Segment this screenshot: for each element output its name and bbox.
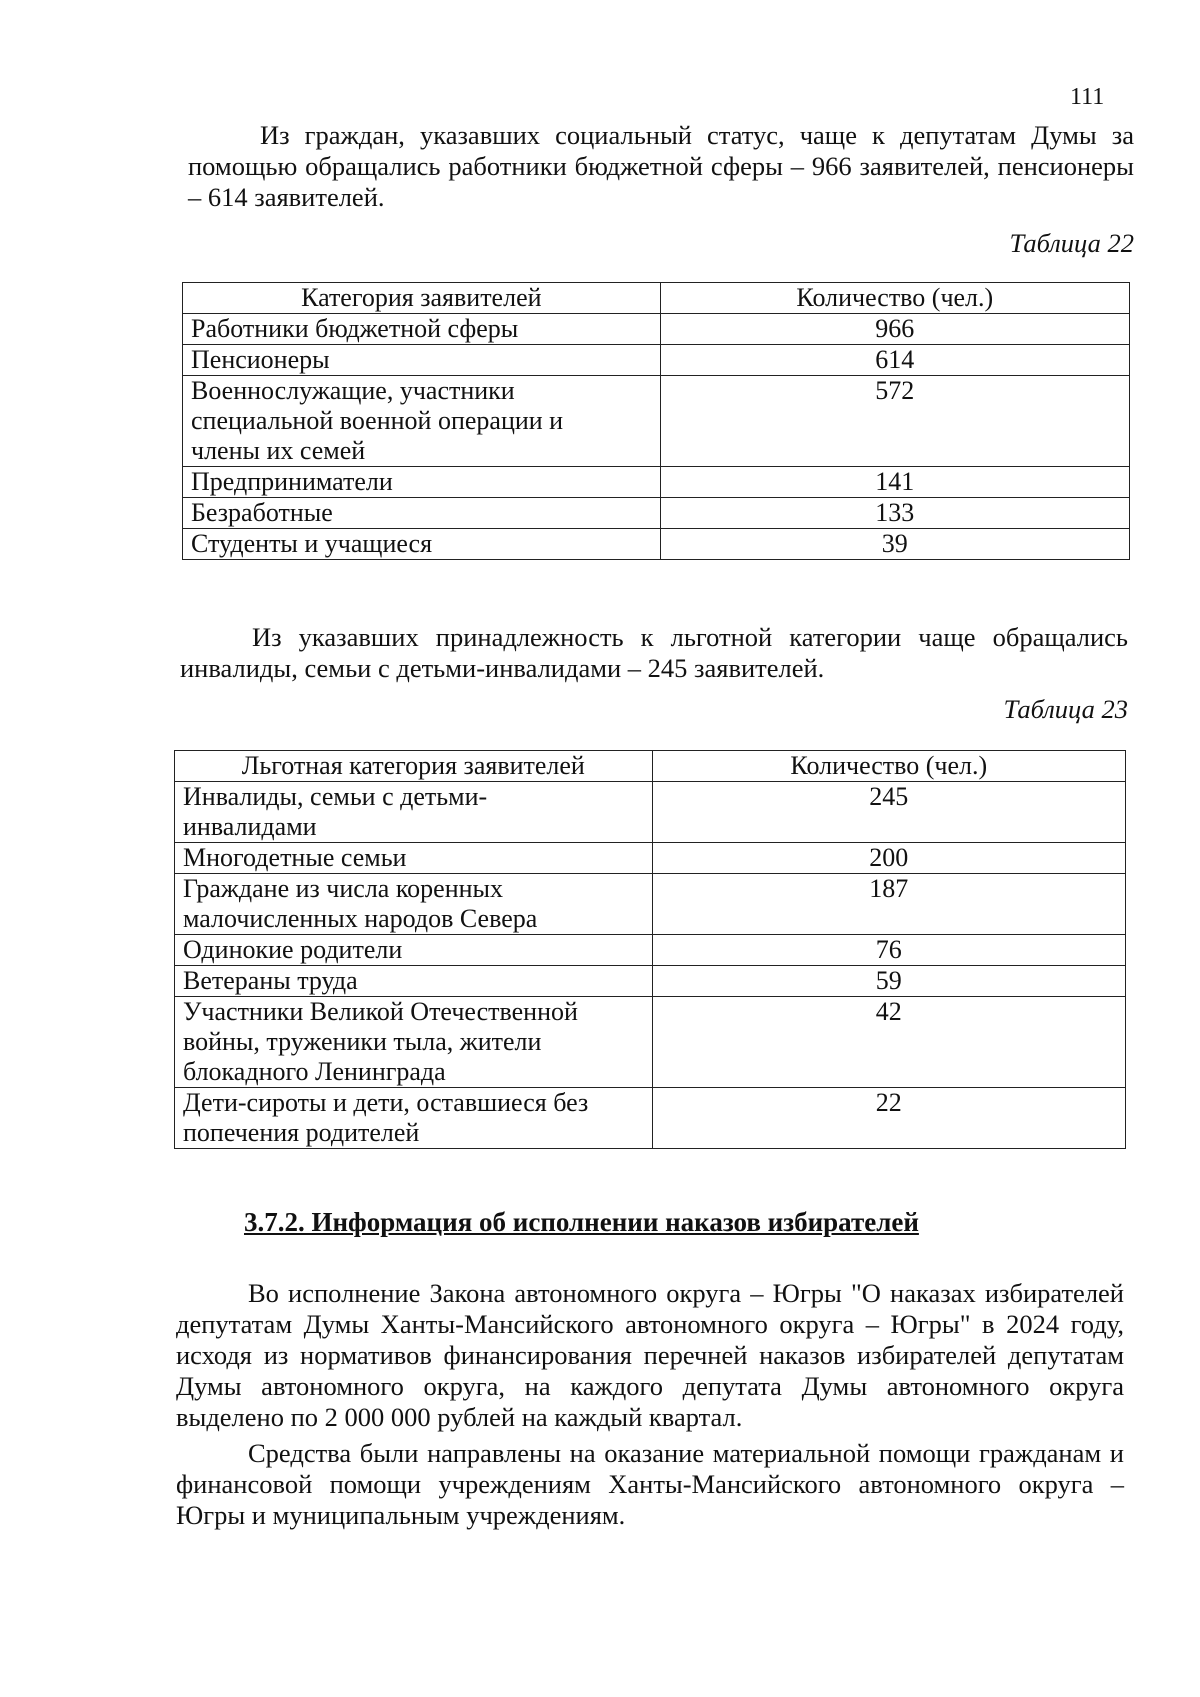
table22-caption: Таблица 22 bbox=[1009, 228, 1134, 258]
table22 bbox=[182, 282, 1130, 560]
table22-header-row bbox=[183, 283, 1130, 314]
table-row bbox=[183, 376, 1130, 467]
table22-category-cell: Работники бюджетной сферы bbox=[183, 314, 661, 345]
table-row bbox=[183, 529, 1130, 560]
table22-count-cell: 966 bbox=[660, 314, 1129, 345]
table-row bbox=[175, 874, 1126, 935]
table23-category-cell: Многодетные семьи bbox=[175, 843, 653, 874]
table23-category-cell: Ветераны труда bbox=[175, 966, 653, 997]
table23-caption: Таблица 23 bbox=[1003, 694, 1128, 724]
middle-paragraph: Из указавших принадлежность к льготной категории чаще обращались инвалиды, семьи с детьми-инвалидами – 245 заявителей. bbox=[180, 622, 1128, 683]
table23 bbox=[174, 750, 1126, 1149]
intro-paragraph: Из граждан, указавших социальный статус, чаще к депутатам Думы за помощью обращались работники бюджетной сферы – 966 заявителей, пенсионеры – 614 заявителей. bbox=[188, 120, 1134, 212]
section-paragraph-1: Во исполнение Закона автономного округа – Югры "О наказах избирателей депутатам Думы Ханты-Мансийского автономного округа – Югры" в 2024 году, исходя из нормативов финансирования перечней наказов избирателей депутатам Думы автономного округа, на каждого депутата Думы автономного округа выделено по 2 000 000 рублей на каждый квартал. bbox=[176, 1278, 1124, 1432]
table22-category-cell: Безработные bbox=[183, 498, 661, 529]
section-heading: 3.7.2. Информация об исполнении наказов избирателей bbox=[244, 1207, 919, 1237]
table23-category-cell: Одинокие родители bbox=[175, 935, 653, 966]
table-row bbox=[175, 997, 1126, 1088]
table23-count-cell: 187 bbox=[652, 874, 1125, 935]
table-row bbox=[183, 498, 1130, 529]
table23-header-count: Количество (чел.) bbox=[652, 751, 1125, 782]
table23-count-cell: 59 bbox=[652, 966, 1125, 997]
table22-count-cell: 39 bbox=[660, 529, 1129, 560]
table-row bbox=[175, 966, 1126, 997]
table22-count-cell: 133 bbox=[660, 498, 1129, 529]
page-number: 111 bbox=[1070, 84, 1105, 110]
table-row bbox=[175, 843, 1126, 874]
table22-header-count: Количество (чел.) bbox=[660, 283, 1129, 314]
table-row bbox=[183, 314, 1130, 345]
table-row bbox=[175, 782, 1126, 843]
table22-header-category: Категория заявителей bbox=[183, 283, 661, 314]
table23-category-cell: Участники Великой Отечественной войны, труженики тыла, жители блокадного Ленинграда bbox=[175, 997, 653, 1088]
table23-header-category: Льготная категория заявителей bbox=[175, 751, 653, 782]
table23-header-row bbox=[175, 751, 1126, 782]
table-row bbox=[183, 345, 1130, 376]
table22-count-cell: 572 bbox=[660, 376, 1129, 467]
table23-count-cell: 22 bbox=[652, 1088, 1125, 1149]
table-row bbox=[183, 467, 1130, 498]
table22-category-cell: Студенты и учащиеся bbox=[183, 529, 661, 560]
table23-category-cell: Инвалиды, семьи с детьми-инвалидами bbox=[175, 782, 653, 843]
table23-category-cell: Дети-сироты и дети, оставшиеся без попечения родителей bbox=[175, 1088, 653, 1149]
table22-category-cell: Военнослужащие, участники специальной военной операции и члены их семей bbox=[183, 376, 661, 467]
table22-category-cell: Предприниматели bbox=[183, 467, 661, 498]
table23-count-cell: 245 bbox=[652, 782, 1125, 843]
table23-count-cell: 42 bbox=[652, 997, 1125, 1088]
table-row bbox=[175, 935, 1126, 966]
table22-category-cell: Пенсионеры bbox=[183, 345, 661, 376]
table23-count-cell: 200 bbox=[652, 843, 1125, 874]
table22-count-cell: 141 bbox=[660, 467, 1129, 498]
table23-category-cell: Граждане из числа коренных малочисленных народов Севера bbox=[175, 874, 653, 935]
table-row bbox=[175, 1088, 1126, 1149]
table23-count-cell: 76 bbox=[652, 935, 1125, 966]
section-paragraph-2: Средства были направлены на оказание материальной помощи гражданам и финансовой помощи учреждениям Ханты-Мансийского автономного округа – Югры и муниципальным учреждениям. bbox=[176, 1438, 1124, 1530]
table22-count-cell: 614 bbox=[660, 345, 1129, 376]
